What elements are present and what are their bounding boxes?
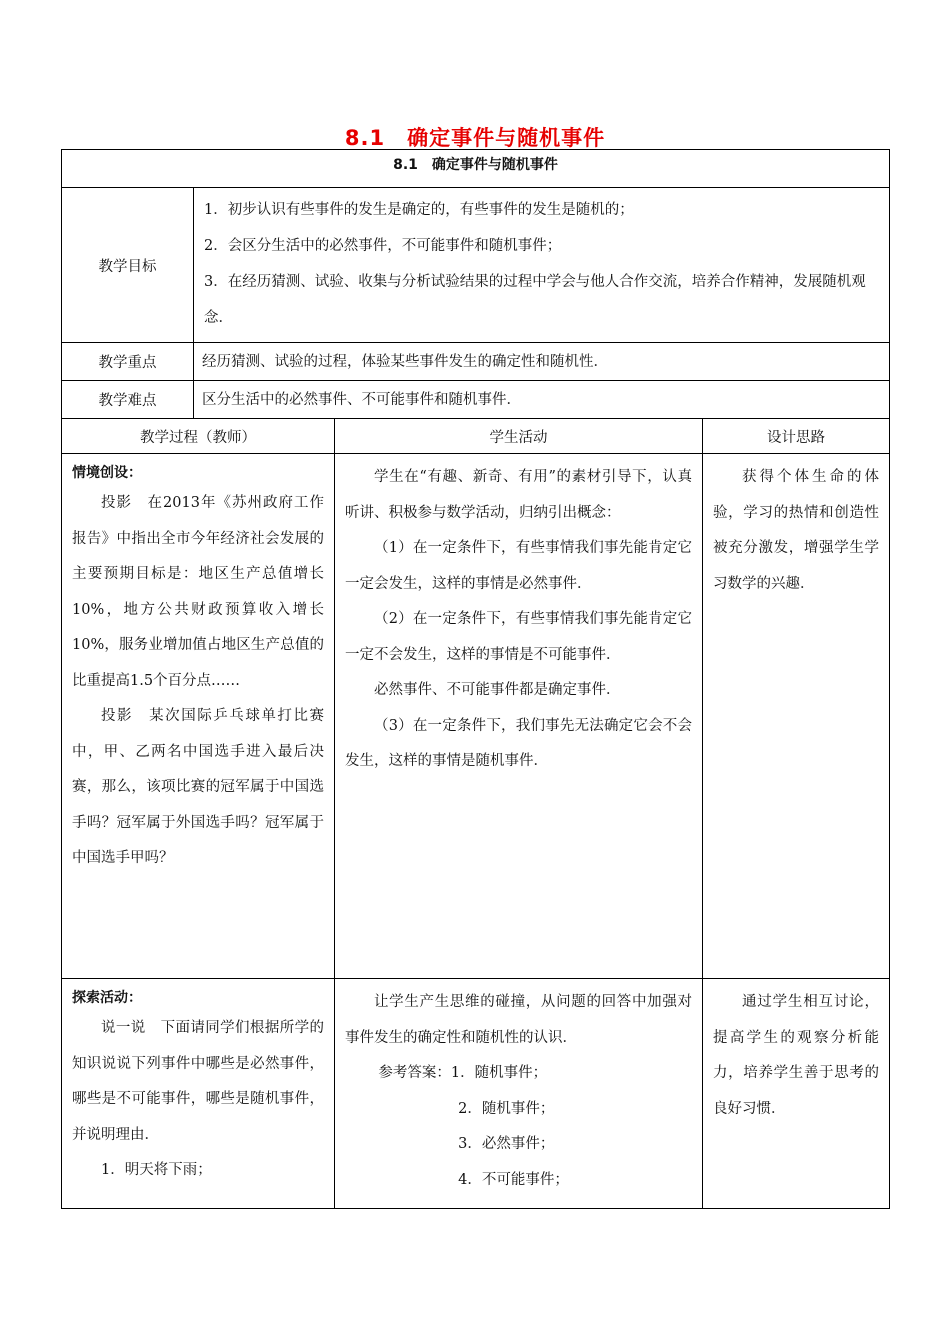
objectives-content xyxy=(194,188,890,343)
objective-item: 2．会区分生活中的必然事件，不可能事件和随机事件； xyxy=(204,238,562,254)
section-explore-row xyxy=(62,979,890,1209)
answers-label: 参考答案： xyxy=(378,1065,451,1081)
scenario-student-paragraph: （1）在一定条件下，有些事情我们事先能肯定它一定会发生，这样的事情是必然事件． xyxy=(345,540,692,592)
scenario-heading: 情境创设： xyxy=(72,465,142,481)
answer-item: 1．随机事件； xyxy=(450,1065,548,1081)
explore-design-cell xyxy=(703,979,890,1209)
answer-line xyxy=(345,1056,692,1092)
table-header: 8.1 确定事件与随机事件 xyxy=(62,150,890,188)
scenario-student-paragraph: （2）在一定条件下，有些事情我们事先能肯定它一定不会发生，这样的事情是不可能事件． xyxy=(345,611,692,663)
explore-teacher-paragraph: 说一说 下面请同学们根据所学的知识说说下列事件中哪些是必然事件，哪些是不可能事件，哪些是随机事件，并说明理由． xyxy=(72,1020,324,1143)
column-header-teacher: 教学过程（教师） xyxy=(62,419,335,454)
column-header-design: 设计思路 xyxy=(703,419,890,454)
column-header-student: 学生活动 xyxy=(335,419,703,454)
scenario-design-paragraph: 获得个体生命的体验，学习的热情和创造性被充分激发，增强学生学习数学的兴趣． xyxy=(713,469,879,592)
explore-student-paragraph: 让学生产生思维的碰撞，从问题的回答中加强对事件发生的确定性和随机性的认识． xyxy=(345,994,692,1046)
answer-item: 2．随机事件； xyxy=(458,1100,555,1117)
objective-item: 3．在经历猜测、试验、收集与分析试验结果的过程中学会与他人合作交流，培养合作精神，发展随机观念． xyxy=(204,274,866,326)
scenario-teacher-paragraph: 投影 某次国际乒乓球单打比赛中，甲、乙两名中国选手进入最后决赛，那么，该项比赛的冠军属于中国选手吗？冠军属于外国选手吗？冠军属于中国选手甲吗？ xyxy=(72,708,324,866)
difficulties-row xyxy=(62,381,890,419)
section-scenario-row xyxy=(62,454,890,979)
scenario-student-cell xyxy=(335,454,703,979)
scenario-teacher-cell xyxy=(62,454,335,979)
answer-item: 4．不可能事件； xyxy=(458,1171,569,1188)
column-header-row xyxy=(62,419,890,454)
explore-heading: 探索活动： xyxy=(72,990,142,1006)
explore-teacher-cell xyxy=(62,979,335,1209)
scenario-design-cell xyxy=(703,454,890,979)
key-points-content: 经历猜测、试验的过程，体验某些事件发生的确定性和随机性． xyxy=(194,343,890,381)
objectives-label: 教学目标 xyxy=(62,188,194,343)
lesson-plan-table xyxy=(61,149,890,1209)
explore-design-paragraph: 通过学生相互讨论，提高学生的观察分析能力，培养学生善于思考的良好习惯． xyxy=(713,994,879,1117)
scenario-student-paragraph: 必然事件、不可能事件都是确定事件． xyxy=(374,682,621,698)
objectives-row xyxy=(62,188,890,343)
page-title: 8.1 确定事件与随机事件 xyxy=(344,126,606,150)
difficulties-label: 教学难点 xyxy=(62,381,194,419)
key-points-label: 教学重点 xyxy=(62,343,194,381)
answer-item: 3．必然事件； xyxy=(458,1136,555,1152)
difficulties-content: 区分生活中的必然事件、不可能事件和随机事件． xyxy=(194,381,890,419)
key-points-row xyxy=(62,343,890,381)
scenario-student-paragraph: （3）在一定条件下，我们事先无法确定它会不会发生，这样的事情是随机事件． xyxy=(345,717,692,769)
objective-item: 1．初步认识有些事件的发生是确定的，有些事件的发生是随机的； xyxy=(204,202,634,218)
explore-teacher-paragraph: 1．明天将下雨； xyxy=(101,1162,212,1178)
table-header-row xyxy=(62,150,890,188)
scenario-student-paragraph: 学生在“有趣、新奇、有用”的素材引导下，认真听讲、积极参与数学活动，归纳引出概念： xyxy=(345,469,692,521)
scenario-teacher-paragraph: 投影 在2013年《苏州政府工作报告》中指出全市今年经济社会发展的主要预期目标是：地区生产总值增长10%，地方公共财政预算收入增长10%，服务业增加值占地区生产总值的比重提高1.5个百分点…… xyxy=(72,495,324,689)
explore-student-cell xyxy=(335,979,703,1209)
